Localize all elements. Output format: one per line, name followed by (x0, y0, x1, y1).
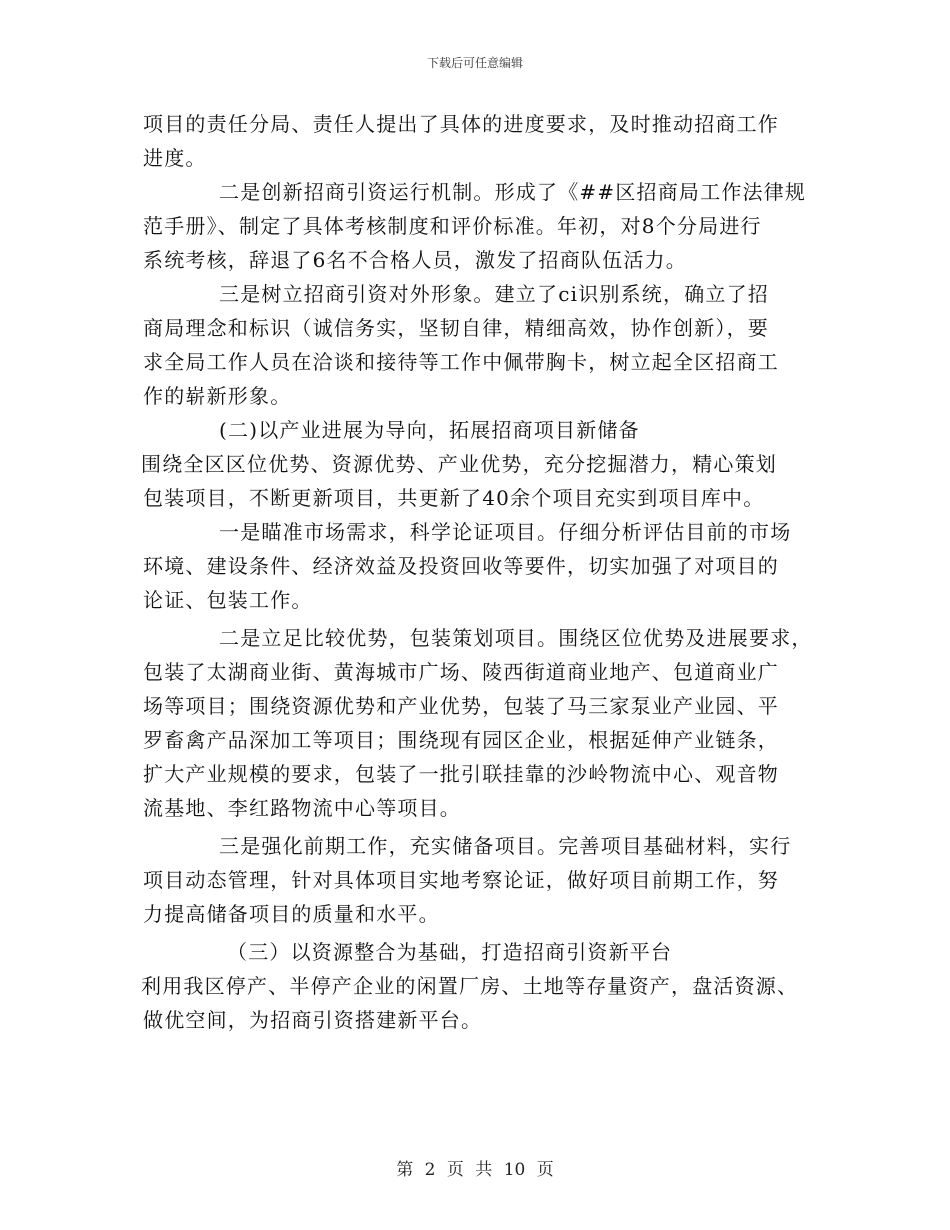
text-line: 论证、包装工作。 (143, 588, 313, 612)
paragraph-start: 二是创新招商引资运行机制。形成了《##区招商局工作法律规 (219, 180, 807, 204)
text-line: 项目动态管理，针对具体项目实地考察论证，做好项目前期工作，努 (143, 868, 779, 892)
text-line: 范手册》、制定了具体考核制度和评价标准。年初，对8个分局进行 (143, 214, 762, 238)
text-line: 环境、建设条件、经济效益及投资回收等要件，切实加强了对项目的 (143, 554, 779, 578)
text-line: 作的崭新形象。 (143, 384, 292, 408)
section-heading: (二)以产业进展为导向，拓展招商项目新储备 (219, 418, 640, 442)
text-line: 扩大产业规模的要求，包装了一批引联挂靠的沙岭物流中心、观音物 (143, 762, 779, 786)
text-line: 商局理念和标识（诚信务实，坚韧自律，精细高效，协作创新），要 (143, 316, 769, 340)
paragraph-start: 一是瞄准市场需求，科学论证项目。仔细分析评估目前的市场 (219, 520, 792, 544)
text-line: 项目的责任分局、责任人提出了具体的进度要求，及时推动招商工作 (143, 112, 779, 136)
text-line: 利用我区停产、半停产企业的闲置厂房、土地等存量资产，盘活资源、 (141, 974, 799, 998)
text-line: 流基地、李红路物流中心等项目。 (143, 796, 461, 820)
text-line: 场等项目；围绕资源优势和产业优势，包装了马三家泵业产业园、平 (143, 694, 779, 718)
page-footer: 第 2 页 共 10 页 (396, 1160, 554, 1180)
paragraph-start: 二是立足比较优势，包装策划项目。围绕区位优势及进展要求， (219, 626, 813, 650)
text-line: 罗畜禽产品深加工等项目；围绕现有园区企业，根据延伸产业链条， (143, 728, 779, 752)
text-line: 包装项目，不断更新项目，共更新了40余个项目充实到项目库中。 (143, 486, 765, 510)
text-line: 做优空间，为招商引资搭建新平台。 (143, 1008, 483, 1032)
paragraph-start: 三是树立招商引资对外形象。建立了ci识别系统，确立了招 (219, 282, 769, 306)
document-body (143, 107, 833, 1037)
text-line: 系统考核，辞退了6名不合格人员，激发了招商队伍活力。 (143, 248, 687, 272)
text-line: 进度。 (143, 146, 207, 170)
text-line: 围绕全区区位优势、资源优势、产业优势，充分挖掘潜力，精心策划 (141, 452, 777, 476)
section-heading: （三）以资源整合为基础，打造招商引资新平台 (227, 940, 673, 964)
page-header: 下载后可任意编辑 (426, 56, 523, 70)
text-line: 包装了太湖商业街、黄海城市广场、陵西街道商业地产、包道商业广 (143, 660, 779, 684)
text-line: 力提高储备项目的质量和水平。 (143, 902, 440, 926)
paragraph-start: 三是强化前期工作，充实储备项目。完善项目基础材料，实行 (219, 834, 792, 858)
text-line: 求全局工作人员在洽谈和接待等工作中佩带胸卡，树立起全区招商工 (143, 350, 779, 374)
